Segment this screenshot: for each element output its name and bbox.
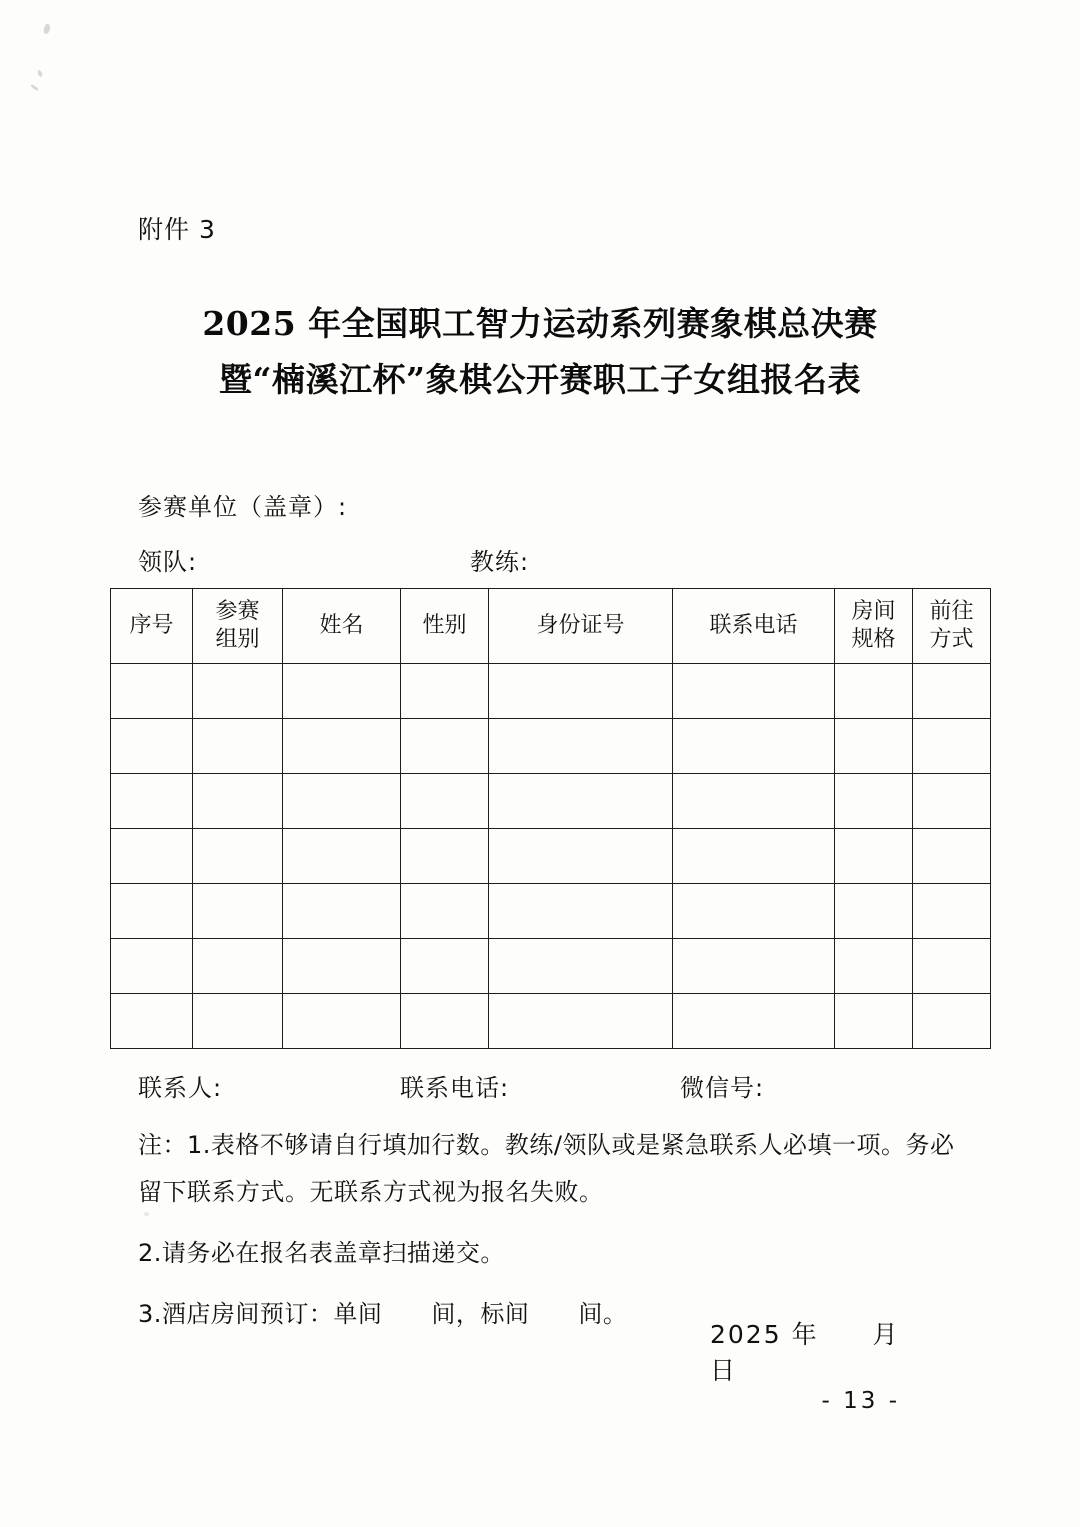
cell-travel-mode[interactable] (913, 939, 991, 994)
cell-group[interactable] (193, 664, 283, 719)
cell-id-number[interactable] (489, 829, 673, 884)
cell-index[interactable] (111, 774, 193, 829)
cell-room-type[interactable] (835, 719, 913, 774)
title-line-2: 暨“楠溪江杯”象棋公开赛职工子女组报名表 (219, 360, 861, 399)
cell-gender[interactable] (401, 884, 489, 939)
registration-table (110, 588, 991, 1049)
title-line-1: 2025 年全国职工智力运动系列赛象棋总决赛 (202, 304, 878, 343)
cell-index[interactable] (111, 884, 193, 939)
cell-travel-mode[interactable] (913, 664, 991, 719)
table-row (111, 664, 991, 719)
col-header-phone-top: 联系电话 (709, 613, 798, 638)
cell-travel-mode[interactable] (913, 719, 991, 774)
cell-room-type[interactable] (835, 774, 913, 829)
field-contact-person: 联系人: (138, 1074, 223, 1102)
table-row (111, 939, 991, 994)
table-row (111, 719, 991, 774)
cell-gender[interactable] (401, 829, 489, 884)
field-wechat-id: 微信号: (680, 1074, 765, 1102)
col-header-name (283, 589, 401, 664)
cell-travel-mode[interactable] (913, 884, 991, 939)
page-title (110, 296, 970, 408)
col-header-group (193, 589, 283, 664)
cell-phone[interactable] (673, 774, 835, 829)
col-header-room-type-top: 房间 (851, 599, 896, 624)
date-month: 月 (872, 1320, 900, 1349)
cell-id-number[interactable] (489, 939, 673, 994)
cell-index[interactable] (111, 719, 193, 774)
col-header-index (111, 589, 193, 664)
cell-gender[interactable] (401, 664, 489, 719)
cell-phone[interactable] (673, 664, 835, 719)
cell-index[interactable] (111, 664, 193, 719)
table-row (111, 774, 991, 829)
cell-name[interactable] (283, 719, 401, 774)
table-row (111, 884, 991, 939)
cell-name[interactable] (283, 939, 401, 994)
table-header-row (111, 589, 991, 664)
cell-name[interactable] (283, 774, 401, 829)
cell-room-type[interactable] (835, 994, 913, 1049)
scan-speck-icon (37, 69, 44, 77)
col-header-travel-mode-bottom: 方式 (929, 627, 974, 652)
cell-gender[interactable] (401, 719, 489, 774)
note-item-2: 2.请务必在报名表盖章扫描递交。 (138, 1239, 505, 1267)
col-header-group-top: 参赛 (215, 599, 260, 624)
cell-group[interactable] (193, 719, 283, 774)
cell-gender[interactable] (401, 939, 489, 994)
col-header-id-number (489, 589, 673, 664)
cell-phone[interactable] (673, 829, 835, 884)
cell-phone[interactable] (673, 884, 835, 939)
table-row (111, 829, 991, 884)
col-header-travel-mode (913, 589, 991, 664)
cell-phone[interactable] (673, 939, 835, 994)
cell-index[interactable] (111, 994, 193, 1049)
attachment-label: 附件 3 (138, 215, 216, 244)
col-header-gender-top: 性别 (422, 613, 467, 638)
cell-id-number[interactable] (489, 994, 673, 1049)
col-header-name-top: 姓名 (319, 613, 364, 638)
field-contact-phone: 联系电话: (400, 1074, 510, 1102)
signature-date-line (710, 1315, 970, 1387)
field-team-leader: 领队: (138, 548, 198, 576)
cell-room-type[interactable] (835, 884, 913, 939)
cell-gender[interactable] (401, 774, 489, 829)
cell-travel-mode[interactable] (913, 774, 991, 829)
cell-name[interactable] (283, 994, 401, 1049)
field-participating-unit: 参赛单位（盖章）: (138, 493, 348, 521)
cell-index[interactable] (111, 829, 193, 884)
note-item-1: 注：1.表格不够请自行填加行数。教练/领队或是紧急联系人必填一项。务必留下联系方式。无联系方式视为报名失败。 (138, 1131, 955, 1206)
cell-group[interactable] (193, 884, 283, 939)
col-header-id-number-top: 身份证号 (536, 613, 625, 638)
col-header-index-top: 序号 (129, 613, 174, 638)
col-header-phone (673, 589, 835, 664)
cell-travel-mode[interactable] (913, 829, 991, 884)
col-header-gender (401, 589, 489, 664)
col-header-group-bottom: 组别 (215, 627, 260, 652)
cell-phone[interactable] (673, 719, 835, 774)
document-content (110, 0, 974, 1527)
cell-room-type[interactable] (835, 939, 913, 994)
field-coach: 教练: (470, 548, 530, 576)
cell-gender[interactable] (401, 994, 489, 1049)
date-year: 2025 年 (710, 1320, 819, 1349)
cell-name[interactable] (283, 829, 401, 884)
cell-phone[interactable] (673, 994, 835, 1049)
cell-group[interactable] (193, 939, 283, 994)
cell-room-type[interactable] (835, 664, 913, 719)
cell-id-number[interactable] (489, 774, 673, 829)
col-header-travel-mode-top: 前往 (929, 599, 974, 624)
scan-speck-icon (43, 23, 52, 34)
date-day: 日 (710, 1356, 738, 1385)
cell-group[interactable] (193, 829, 283, 884)
cell-id-number[interactable] (489, 664, 673, 719)
scan-speck-icon (30, 84, 39, 92)
cell-room-type[interactable] (835, 829, 913, 884)
cell-index[interactable] (111, 939, 193, 994)
col-header-room-type (835, 589, 913, 664)
note-item-3: 3.酒店房间预订：单间 间，标间 间。 (138, 1300, 628, 1328)
cell-group[interactable] (193, 994, 283, 1049)
cell-travel-mode[interactable] (913, 994, 991, 1049)
cell-name[interactable] (283, 664, 401, 719)
page-number: - 13 - (821, 1388, 900, 1414)
col-header-room-type-bottom: 规格 (851, 627, 896, 652)
cell-id-number[interactable] (489, 719, 673, 774)
cell-id-number[interactable] (489, 884, 673, 939)
cell-group[interactable] (193, 774, 283, 829)
table-row (111, 994, 991, 1049)
cell-name[interactable] (283, 884, 401, 939)
